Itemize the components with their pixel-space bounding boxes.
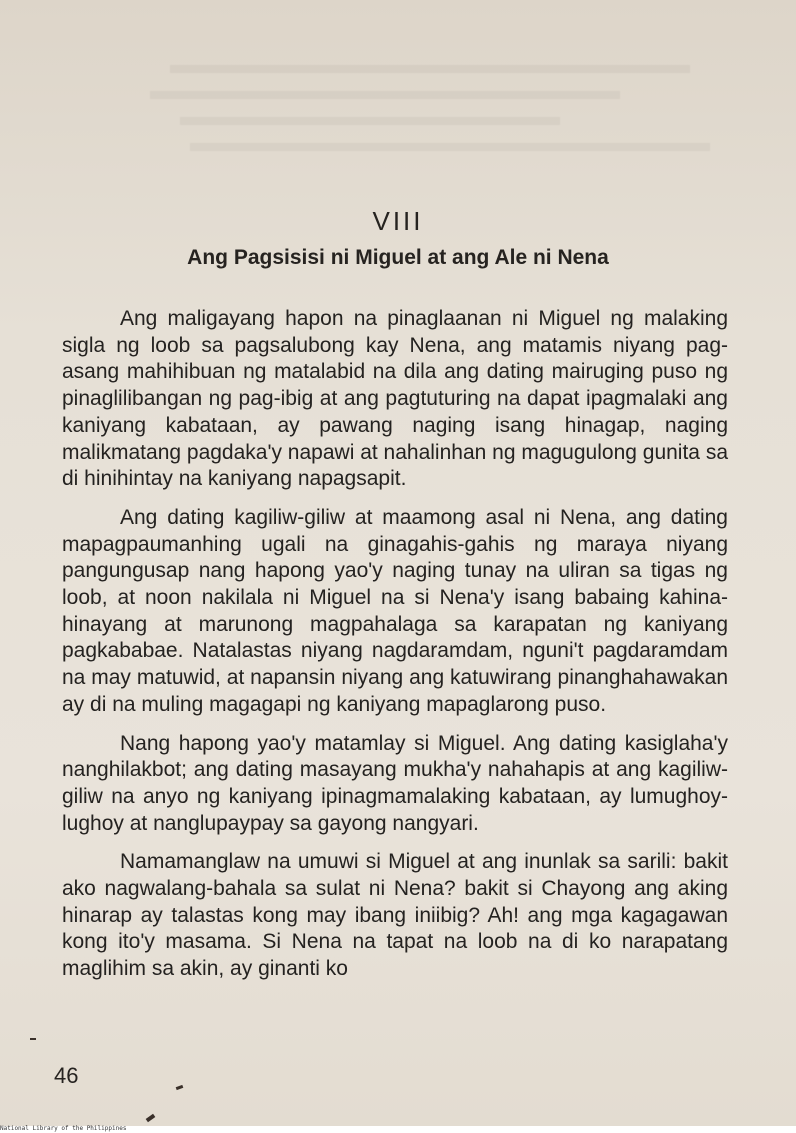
paragraph-4: Namamanglaw na umuwi si Miguel at ang inunlak sa sarili: bakit ako nagwalang-bahala sa sulat ni Nena? bakit si Chayong ang aking hinarap ay talastas kong may ibang iniibig? Ah! ang mga kagagawan kong ito'y masama. Si Nena na tapat na loob na di ko narapatang maglihim sa akin, ay ginanti ko: [62, 850, 728, 981]
bleed-through-shadow: [150, 55, 710, 205]
ink-speck: [30, 1038, 36, 1040]
paragraph-2: Ang dating kagiliw-giliw at maamong asal ni Nena, ang dating mapagpaumanhing ugali na ginagahis-gahis ng maraya niyang pangungusap nang hapong yao'y naging tunay na uliran sa tigas ng loob, at noon nakilala ni Miguel na si Nena'y isang babaing kahina-hinayang at marunong magpahalaga sa karapatan ng kaniyang pagkababae. Natalastas niyang nagdaramdam, nguni't pagdaramdam na may matuwid, at napansin niyang ang katuwirang pinanghahawakan ay di na muling magagapi ng kaniyang mapaglarong puso.: [62, 505, 728, 716]
ink-speck: [176, 1085, 184, 1090]
footer-credit: National Library of the Philippines: [0, 1125, 127, 1132]
chapter-number: VIII: [372, 206, 424, 236]
chapter-title: Ang Pagsisisi ni Miguel at ang Ale ni Nena: [187, 246, 609, 269]
page-number: 46: [54, 1063, 79, 1088]
footer-bar: [0, 1126, 796, 1133]
body-text: [62, 306, 728, 995]
paragraph-1: Ang maligayang hapon na pinaglaanan ni Miguel ng malaking sigla ng loob sa pagsalubong kay Nena, ang matamis niyang pag-asang mahihibuan ng matalabid na dila ang dating mairuging puso ng pinaglilibangan ng pag-ibig at ang pagtuturing na dapat ipagmalaki ang kaniyang kabataan, ay pawang naging isang hinagap, naging malikmatang pagdaka'y napawi at nahalinhan ng magugulong gunita sa di hinihintay na kaniyang napagsapit.: [62, 307, 728, 491]
paragraph-3: Nang hapong yao'y matamlay si Miguel. Ang dating kasiglaha'y nanghilakbot; ang dating masayang mukha'y nahahapis at ang kagiliw-giliw na anyo ng kaniyang ipinagmamalaking kabataan, ay lumughoy-lughoy at nanglupaypay sa gayong nangyari.: [62, 731, 728, 835]
ink-speck: [146, 1114, 156, 1122]
